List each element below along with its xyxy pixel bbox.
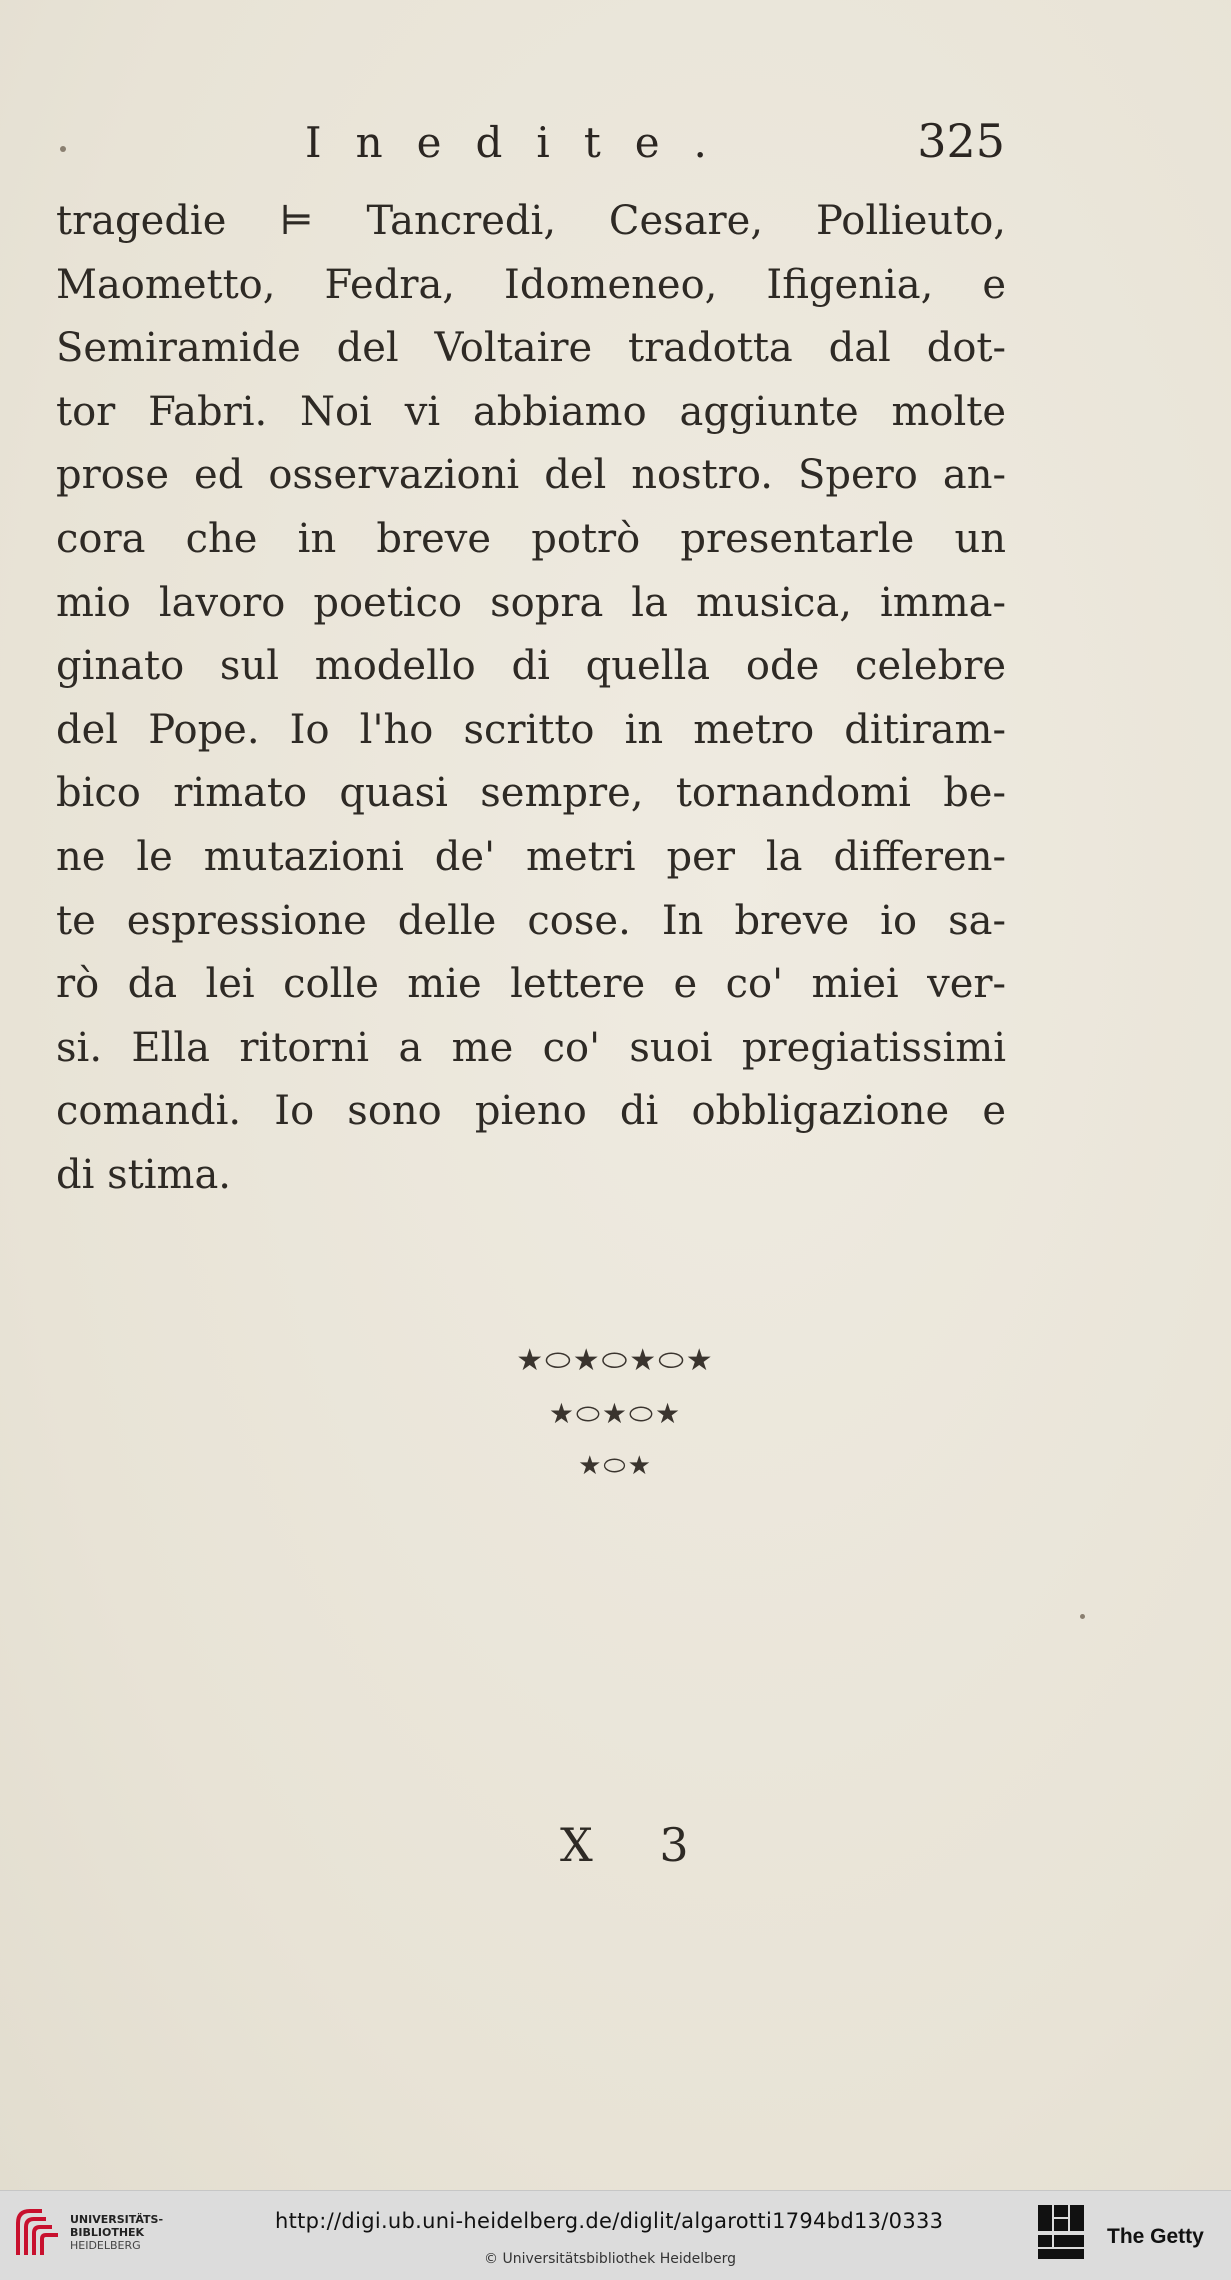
text-line: tragedie ⊨ Tancredi, Cesare, Pollieuto, — [56, 198, 1006, 244]
text-line: rò da lei colle mie lettere e co' miei ver- — [56, 961, 1006, 1008]
ornament-row: ★⬭★⬭★⬭★ — [516, 1343, 715, 1378]
footer-bar — [0, 2190, 1231, 2280]
body-text — [56, 190, 1006, 1208]
signature-mark: X 3 — [560, 1818, 715, 1872]
running-head-title: Inedite. — [305, 118, 741, 167]
copyright-text: © Universitätsbibliothek Heidelberg — [484, 2251, 737, 2267]
text-line: del Pope. Io l'ho scritto in metro ditiram- — [56, 706, 1006, 753]
partner-name: The Getty — [1107, 2225, 1204, 2248]
text-line: ginato sul modello di quella ode celebre — [56, 643, 1006, 690]
text-line: Maometto, Fedra, Idomeneo, Ifigenia, e — [56, 261, 1006, 308]
paper-speck — [1080, 1614, 1085, 1619]
text-line: comandi. Io sono pieno di obbligazione e — [56, 1088, 1006, 1135]
getty-logo-icon — [1036, 2203, 1088, 2263]
library-city: HEIDELBERG — [70, 2239, 141, 2252]
text-line: bico rimato quasi sempre, tornandomi be- — [56, 770, 1006, 817]
page-number: 325 — [917, 114, 1005, 168]
text-line: te espressione delle cose. In breve io sa- — [56, 897, 1006, 944]
text-line: prose ed osservazioni del nostro. Spero an- — [56, 452, 1006, 499]
text-line: di stima. — [56, 1151, 231, 1198]
running-head — [305, 114, 1005, 188]
text-line: cora che in breve potrò presentarle un — [56, 515, 1006, 562]
university-library-logo-icon — [12, 2203, 64, 2261]
text-line: ne le mutazioni de' metri per la differen- — [56, 833, 1006, 880]
paper-speck — [60, 146, 66, 152]
text-line: si. Ella ritorni a me co' suoi pregiatissimi — [56, 1024, 1006, 1071]
library-name — [70, 2213, 163, 2252]
library-name-line: UNIVERSITÄTS- — [70, 2213, 164, 2226]
ornament-row: ★⬭★ — [578, 1451, 653, 1481]
text-line: Semiramide del Voltaire tradotta dal dot- — [56, 325, 1006, 372]
ornament-row: ★⬭★⬭★ — [548, 1397, 683, 1430]
library-name-line: BIBLIOTHEK — [70, 2226, 145, 2239]
text-line: tor Fabri. Noi vi abbiamo aggiunte molte — [56, 388, 1006, 435]
text-line: mio lavoro poetico sopra la musica, imma- — [56, 579, 1006, 626]
source-url-link[interactable]: http://digi.ub.uni-heidelberg.de/diglit/algarotti1794bd13/0333 — [275, 2209, 944, 2233]
